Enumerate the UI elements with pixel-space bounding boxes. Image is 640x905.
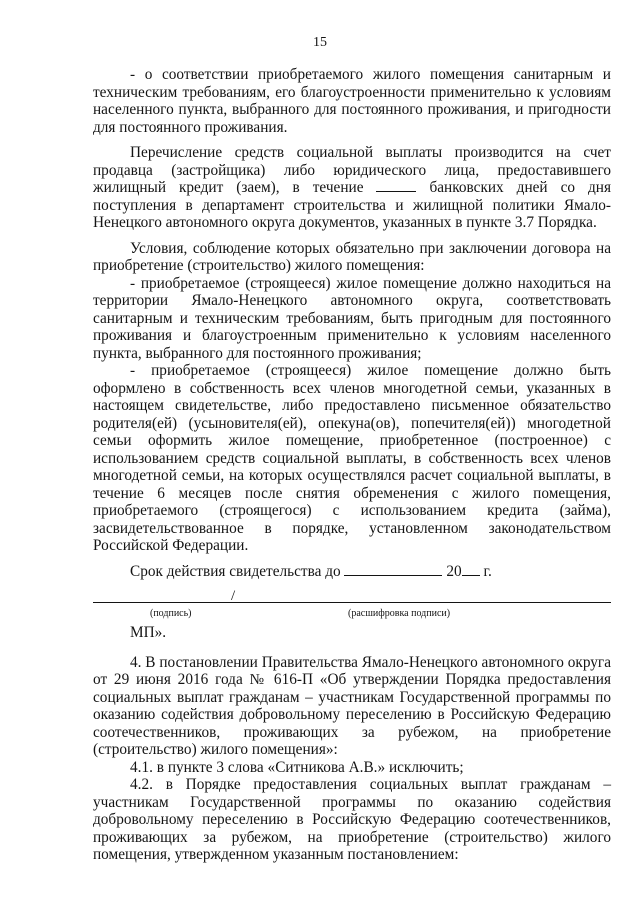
signature-line <box>93 602 611 603</box>
validity-year-prefix: 20 <box>446 562 462 580</box>
document-body <box>93 66 611 864</box>
signature-block <box>93 588 611 632</box>
paragraph-validity-period <box>93 563 611 581</box>
payment-transfer-text-end: банковских дней со дня поступления в департамент строительства и жилищной политики Ямало-Ненецкого автономного округа документов, указанных в пункте 3.7 Порядка. <box>93 179 612 231</box>
payment-transfer-text-start: Перечисление средств социальной выплаты производится на счет продавца (застройщика) либо юридического лица, предоставившего жилищный кредит (заем), в течение <box>93 144 611 196</box>
paragraph-sanitary-compliance: - о соответствии приобретаемого жилого помещения санитарным и техническим требованиям, его благоустроенности применительно к условиям населенного пункта, выбранного для постоянного проживания, и пригодности для постоянного проживания. <box>93 66 611 136</box>
paragraph-contract-conditions: Условия, соблюдение которых обязательно при заключении договора на приобретение (строительство) жилого помещения: <box>93 239 611 274</box>
validity-year-suffix: г. <box>483 562 492 580</box>
validity-date-blank <box>344 563 442 576</box>
page-number: 15 <box>313 35 327 50</box>
paragraph-item-4-2: 4.2. в Порядке предоставления социальных выплат гражданам – участникам Государственной программы по оказанию содействия добровольному переселению в Российскую Федерацию соотечественников, проживающих за рубежом, на приобретение (строительство) жилого помещения, утвержденном указанным постановлением: <box>93 776 611 863</box>
signature-decoding-caption: (расшифровка подписи) <box>348 608 451 619</box>
seal-placeholder: МП». <box>130 624 167 641</box>
paragraph-ownership-condition: - приобретаемое (строящееся) жилое помещение должно быть оформлено в собственность всех членов многодетной семьи, указанных в настоящем свидетельстве, либо предоставлено письменное обязательство родителя(ей) (усыновителя(ей), опекуна(ов), попечителя(ей)) многодетной семьи оформить жилое помещение, приобретенное (построенное) с использованием средств социальной выплаты, в собственность всех членов многодетной семьи, на которых осуществлялся расчет социальной выплаты, в течение 6 месяцев после снятия обременения с жилого помещения, приобретаемого (строящегося) с использованием кредита (займа), засвидетельствованное в порядке, установленном законодательством Российской Федерации. <box>93 362 611 554</box>
paragraph-item-4: 4. В постановлении Правительства Ямало-Ненецкого автономного округа от 29 июня 2016 года № 616-П «Об утверждении Порядка предоставления социальных выплат гражданам – участникам Государственной программы по оказанию содействия добровольному переселению в Российскую Федерацию соотечественников, проживающих за рубежом, на приобретение (строительство) жилого помещения»: <box>93 653 611 758</box>
paragraph-item-4-1: 4.1. в пункте 3 слова «Ситникова А.В.» исключить; <box>130 758 464 776</box>
validity-year-blank <box>462 563 480 576</box>
paragraph-location-condition: - приобретаемое (строящееся) жилое помещение должно находиться на территории Ямало-Ненецкого автономного округа, соответствовать санитарным и техническим требованиям, быть пригодным для постоянного проживания и благоустроенным применительно к условиям населенного пункта, выбранного для постоянного проживания; <box>93 274 611 362</box>
validity-text: Срок действия свидетельства до <box>130 562 341 580</box>
paragraph-payment-transfer <box>93 144 611 232</box>
days-blank-field <box>376 179 416 192</box>
signature-separator: / <box>231 588 236 604</box>
signature-caption: (подпись) <box>150 608 192 619</box>
